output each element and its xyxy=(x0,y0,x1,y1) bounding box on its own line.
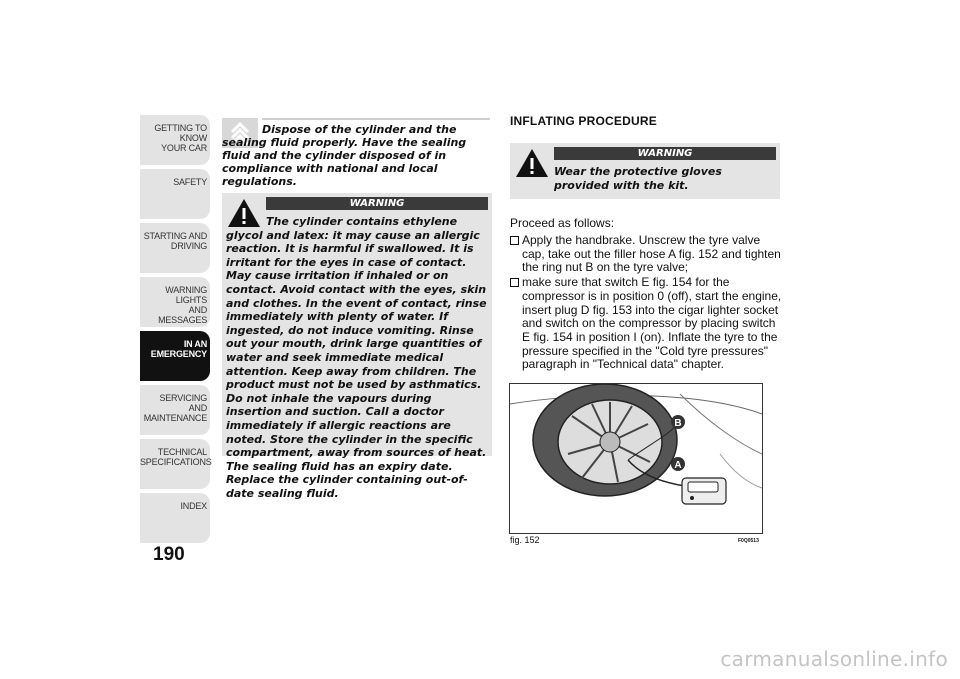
procedure-steps xyxy=(510,234,782,373)
tab-warning-lights[interactable] xyxy=(140,277,210,327)
tyre-compressor-illustration xyxy=(510,384,762,533)
watermark: carmanualsonline.info xyxy=(720,647,948,671)
warning-header: WARNING xyxy=(554,147,776,160)
tab-servicing[interactable] xyxy=(140,385,210,435)
warning-text: The cylinder contains ethylene glycol and latex: it may cause an allergic reaction. It is harmful if swallowed. It is irritant for the eyes in case of contact. May cause irritation if inhaled or on contact. Avoid contact with the eyes, skin and clothes. In the event of contact, rinse immediately with plenty of water. If ingested, do not induce vomiting. Rinse out your mouth, drink large quantities of water and seek immediate medical attention. Keep away from children. The product must not be used by asthmatics. Do not inhale the vapours during insertion and suction. Call a doctor immediately if allergic reactions are noted. Store the cylinder in the specific compartment, away from sources of heat. The sealing fluid has an expiry date. Replace the cylinder containing out-of-date sealing fluid. xyxy=(226,215,487,500)
tab-label-line1: SERVICING AND xyxy=(159,393,207,413)
tab-label-line2: SAFETY xyxy=(173,177,207,187)
list-item xyxy=(510,234,782,275)
tab-label-line2: AND MESSAGES xyxy=(158,305,207,325)
environment-note-text: Dispose of the cylinder and the sealing fluid properly. Have the sealing fluid and the cylinder disposed of in compliance with national and local regulations. xyxy=(222,123,467,188)
tab-label-line2: YOUR CAR xyxy=(161,143,207,153)
tab-safety[interactable] xyxy=(140,169,210,219)
warning-text: Wear the protective gloves provided with the kit. xyxy=(554,165,722,192)
checkbox-bullet-icon xyxy=(510,236,519,245)
figure-caption: fig. 152 xyxy=(510,535,540,545)
step-text: make sure that switch E fig. 154 for the compressor is in position 0 (off), start the engine, insert plug D fig. 153 into the cigar lighter socket and switch on the compressor by placing switch E fig. 154 in position I (on). Inflate the tyre to the pressure specified in the "Cold tyre pressures" paragraph in "Technical data" chapter. xyxy=(522,275,782,372)
callout-a: A xyxy=(674,460,682,471)
tab-label-line2: DRIVING xyxy=(170,241,207,251)
warning-box-cylinder xyxy=(222,193,492,500)
tab-label-line1: IN AN xyxy=(183,339,207,349)
tab-label-line1: TECHNICAL xyxy=(157,447,207,457)
note-rule xyxy=(262,118,490,120)
tab-getting-to-know[interactable] xyxy=(140,115,210,165)
figure-code: F0Q0513 xyxy=(738,538,759,544)
figure-tyre-compressor xyxy=(509,383,763,534)
callout-b: B xyxy=(674,418,682,429)
tab-starting-driving[interactable] xyxy=(140,223,210,273)
tab-label-line2: EMERGENCY xyxy=(150,349,207,359)
tab-label-line2: SPECIFICATIONS xyxy=(140,457,212,467)
tab-label-line1: WARNING LIGHTS xyxy=(165,285,207,305)
environment-note xyxy=(222,118,490,188)
tab-label-line1: GETTING TO KNOW xyxy=(154,123,207,143)
tab-emergency[interactable] xyxy=(140,331,210,381)
warning-header: WARNING xyxy=(266,197,488,210)
checkbox-bullet-icon xyxy=(510,278,519,287)
tab-label-line2: MAINTENANCE xyxy=(143,413,207,423)
tab-label-line2: INDEX xyxy=(180,501,207,511)
warning-box-gloves xyxy=(510,143,780,199)
tab-technical[interactable] xyxy=(140,439,210,489)
tab-label-line1: STARTING AND xyxy=(143,231,207,241)
step-text: Apply the handbrake. Unscrew the tyre valve cap, take out the filler hose A fig. 152 and tighten the ring nut B on the tyre valve; xyxy=(522,233,781,275)
page-number: 190 xyxy=(153,544,185,565)
section-title: INFLATING PROCEDURE xyxy=(510,114,657,128)
list-item xyxy=(510,276,782,372)
tab-index[interactable] xyxy=(140,493,210,543)
intro-text: Proceed as follows: xyxy=(510,216,615,230)
